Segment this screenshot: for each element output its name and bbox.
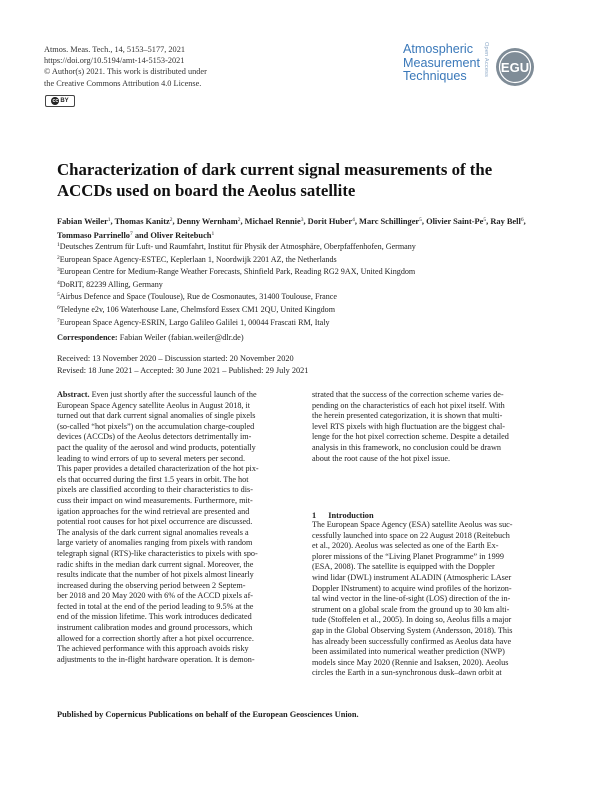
text-line-content: (ESA, 2008). The satellite is equipped with the Doppler [312, 562, 495, 572]
text-line-content: has already been successfully confirmed as Aeolus data have [312, 636, 512, 646]
text-line-content: The European Space Agency (ESA) satellite Aeolus was suc- [312, 520, 513, 529]
text-line [312, 615, 556, 626]
text-line-content: allowed for a correction shortly after a hot pixel occurrence. [57, 633, 254, 643]
text-line-content: analysis in this framework, no conclusion could be drawn [312, 442, 501, 452]
text-line [312, 647, 556, 658]
text-line-content: et al., 2020). Aeolus was selected as one of the Earth Ex- [312, 541, 499, 551]
text-line [312, 411, 556, 422]
affiliation-text: Teledyne e2v, 106 Waterhouse Lane, Chelmsford Essex CM1 2QU, United Kingdom [59, 304, 336, 314]
affiliation-number: 6 [57, 304, 60, 311]
correspondence [57, 333, 244, 342]
text-line-content: devices (ACCDs) of the Aeolus detectors detrimentally im- [57, 432, 252, 442]
affiliation-item [57, 316, 557, 329]
text-line [312, 584, 556, 595]
affiliation-item [57, 290, 557, 303]
text-line [57, 560, 301, 571]
text-line [57, 485, 301, 496]
text-line [57, 443, 301, 454]
dates-line-2: Revised: 18 June 2021 – Accepted: 30 June 2021 – Published: 29 July 2021 [57, 365, 309, 375]
logo-line-3: Techniques [403, 69, 467, 84]
text-line-content: increased during the observing period between 2 Septem- [57, 580, 246, 590]
text-line-content: gap in the Global Observing System (Andersson, 2018). This [312, 625, 513, 635]
text-line [312, 637, 556, 648]
section-heading-introduction [312, 511, 374, 520]
text-line-content: European Space Agency satellite Aeolus in August 2018, it [57, 400, 251, 410]
text-line-content: large variety of anomalies ranging from pixels with random [57, 538, 253, 548]
text-line-content: lenge for the hot pixel correction scheme. Despite a detailed [312, 432, 509, 442]
text-line [312, 573, 556, 584]
author-affiliation-number: 2 [169, 217, 173, 223]
text-line [312, 454, 556, 465]
text-line-content: plorer missions of the “Living Planet Programme” in 1999 [312, 551, 504, 561]
affiliation-number: 7 [57, 317, 60, 324]
title-line-1: Characterization of dark current signal measurements of the [57, 160, 493, 179]
author-affiliation-number: 7 [129, 231, 133, 238]
text-line-content: circles the Earth in a sun-synchronous dusk–dawn orbit at [312, 668, 502, 678]
affiliation-text: European Space Agency-ESTEC, Keplerlaan 1, Noordwijk 2201 AZ, the Netherlands [59, 254, 337, 264]
text-line [57, 411, 301, 422]
citation-header [44, 44, 207, 89]
text-line [57, 538, 301, 549]
abstract-label: Abstract. [57, 390, 90, 399]
affiliation-number: 4 [57, 279, 60, 286]
section-title: Introduction [328, 511, 374, 520]
text-line [312, 401, 556, 412]
logo-line-1: Atmospheric [403, 42, 473, 56]
text-line [57, 401, 301, 412]
text-line [57, 549, 301, 560]
author-name: Oliver Reitebuch [150, 231, 212, 241]
text-line-content: pending on the characteristics of each hot pixel itself. With [312, 400, 505, 410]
text-line-content: been assimilated into numerical weather prediction (NWP) [312, 647, 505, 657]
text-line-content: tal wind vector in the line-of-sight (LOS) direction of the in- [312, 594, 511, 604]
abstract-column-2 [312, 390, 556, 464]
text-line-content: fected in total at the end of the period leading to 9.5% at the [57, 601, 254, 611]
author-list: Fabian Weiler$^1$, Thomas Kanitz$^2$, Denny Wernham$^2$, Michael Rennie$^3$, Dorit Huber$^4$, Marc Schillinger$^5$, Olivier Saint-Pe$^5$, Ray Bell$^6$, Tommaso Parrinello$^7$ and Oliver Reitebuch$^1$ [57, 217, 526, 241]
text-line [57, 612, 301, 623]
text-line [57, 432, 301, 443]
dates-line-1: Received: 13 November 2020 – Discussion started: 20 November 2020 [57, 354, 294, 363]
text-line-content: models since May 2020 (Rennie and Isaksen, 2020). Aeolus [312, 657, 509, 667]
text-line [57, 623, 301, 634]
journal-logo-text [403, 43, 480, 84]
author-and: and [134, 231, 149, 241]
text-line-content: telegraph signal (RTS)-like characteristics to pixels with spo- [57, 548, 258, 558]
section-number: 1 [312, 511, 317, 520]
text-line [312, 562, 556, 573]
text-line [57, 464, 301, 475]
text-line-content: strument on a global scale from the ground up to 30 km alti- [312, 604, 510, 614]
text-line [57, 581, 301, 592]
text-line [312, 520, 556, 531]
text-line-content: pact the quality of the aerosol and wind products, potentially [57, 442, 256, 452]
text-line-content: about the root cause of the hot pixel issue. [312, 453, 451, 463]
text-line-content: els that occurred during the first 1.5 years in orbit. The hot [57, 474, 249, 484]
text-line [312, 658, 556, 669]
text-line [312, 605, 556, 616]
doi-link[interactable]: https://doi.org/10.5194/amt-14-5153-2021 [44, 56, 185, 66]
text-line [312, 552, 556, 563]
cc-by-badge[interactable] [45, 95, 75, 107]
text-line-content: instrument calibration modes and ground processors, which [57, 623, 253, 633]
text-line-content: potential root causes for hot pixel occurrence are discussed. [57, 517, 253, 527]
author-affiliation-number: 3 [300, 217, 304, 223]
title-line-2: ACCDs used on board the Aeolus satellite [57, 180, 356, 200]
affiliation-number: 2 [57, 254, 60, 261]
author-affiliation-number: 6 [520, 217, 524, 223]
text-line-content: cuss their impact on wind measurements. Furthermore, mit- [57, 495, 253, 505]
affiliation-item [57, 265, 557, 278]
affiliation-item [57, 303, 557, 316]
text-line-content: the herein presented categorization, it is shown that multi- [312, 411, 503, 421]
text-line [57, 390, 301, 401]
author-name: Michael Rennie [244, 217, 301, 226]
author-name: Tommaso Parrinello [57, 231, 130, 241]
author-affiliation-number: 1 [107, 217, 111, 223]
logo-line-2: Measurement [403, 55, 480, 70]
author-affiliation-number: 2 [237, 217, 241, 223]
text-line [57, 528, 301, 539]
text-line-content: turned out that dark current signal anomalies of single pixels [57, 411, 256, 421]
text-line-content: ber 2018 and 20 May 2020 with 6% of the ACCD pixels af- [57, 591, 254, 601]
open-access-label: Open Access [483, 42, 489, 78]
affiliation-number: 5 [57, 292, 60, 299]
text-line-content: results indicate that the number of hot pixels almost linearly [57, 570, 254, 580]
author-name: Dorit Huber [307, 217, 353, 226]
affiliation-item [57, 278, 557, 291]
text-line [312, 422, 556, 433]
abstract-column-1 [57, 390, 301, 665]
text-line [312, 531, 556, 542]
affiliation-text: European Space Agency-ESRIN, Largo Galileo Galilei 1, 00044 Frascati RM, Italy [59, 317, 330, 327]
text-line [57, 644, 301, 655]
text-line-content: Even just shortly after the successful launch of the [91, 390, 257, 399]
text-line-content: (so-called “hot pixels”) on the accumulation charge-coupled [57, 421, 255, 431]
text-line [312, 594, 556, 605]
affiliation-text: DoRIT, 82239 Alling, Germany [59, 279, 163, 289]
text-line [57, 602, 301, 613]
text-line [57, 655, 301, 666]
text-line [57, 454, 301, 465]
correspondence-label: Correspondence: [57, 333, 118, 342]
text-line-content: cessfully launched into space on 22 August 2018 (Reitebuch [312, 530, 510, 540]
cc-badge-label: BY [60, 98, 69, 104]
license-line: the Creative Commons Attribution 4.0 License. [44, 78, 202, 88]
text-line-content: This paper provides a detailed characterization of the hot pix- [57, 464, 259, 474]
text-line-content: leading to wind errors of up to several meters per second. [57, 453, 246, 463]
correspondence-text[interactable]: Fabian Weiler (fabian.weiler@dlr.de) [119, 333, 244, 342]
text-line [312, 541, 556, 552]
text-line [57, 475, 301, 486]
text-line [312, 668, 556, 679]
author-affiliation-number: 5 [419, 217, 422, 223]
text-line-content: level RTS pixels with high fluctuation are the biggest chal- [312, 421, 506, 431]
text-line [57, 517, 301, 528]
affiliation-number: 1 [57, 242, 60, 248]
text-line-content: strated that the success of the correction scheme varies de- [312, 390, 504, 399]
text-line [57, 422, 301, 433]
text-line [57, 570, 301, 581]
text-line-content: end of the mission lifetime. This work introduces dedicated [57, 612, 252, 622]
text-line [312, 432, 556, 443]
text-line-content: The achieved performance with this approach avoids risky [57, 644, 249, 654]
egu-logo-icon [494, 46, 536, 88]
affiliation-item [57, 253, 557, 266]
introduction-text [312, 520, 556, 679]
text-line-content: pixels are classified according to their characteristics to dis- [57, 485, 253, 495]
author-affiliation-number: 5 [483, 217, 487, 223]
affiliation-number: 3 [57, 267, 60, 274]
text-line [312, 390, 556, 401]
text-line [57, 496, 301, 507]
journal-reference: Atmos. Meas. Tech., 14, 5153–5177, 2021 [44, 45, 185, 54]
publication-dates [57, 353, 308, 377]
text-line-content: adjustments to the in-flight hardware operation. It is demon- [57, 654, 255, 664]
affiliation-text: European Centre for Medium-Range Weather Forecasts, Shinfield Park, Reading RG2 9AX, United Kingdom [59, 267, 416, 277]
author-name: Denny Wernham [176, 217, 238, 226]
text-line-content: tude (Stoffelen et al., 2005). In doing so, Aeolus fills a major [312, 615, 512, 625]
author-name: Olivier Saint-Pe [426, 217, 484, 226]
author-affiliation-number: 4 [352, 217, 355, 223]
paper-title [57, 160, 557, 201]
author-name: Ray Bell [490, 217, 521, 226]
author-name: Fabian Weiler [57, 217, 108, 226]
text-line [312, 443, 556, 454]
text-line-content: igation approaches for the wind retrieval are presented and [57, 506, 250, 516]
affiliation-list [57, 240, 557, 328]
text-line-content: wind lidar (DWL) instrument ALADIN (Atmospheric LAser [312, 572, 512, 582]
text-line-content: The analysis of the dark current signal anomalies reveals a [57, 527, 249, 537]
text-line [57, 507, 301, 518]
text-line [57, 591, 301, 602]
affiliation-text: Airbus Defence and Space (Toulouse), Rue de Cosmonautes, 31400 Toulouse, France [59, 292, 337, 302]
creative-commons-icon: cc [52, 98, 59, 104]
text-line-content: radic shifts in the median dark current signal. Moreover, the [57, 559, 254, 569]
author-affiliation-number: 1 [211, 231, 215, 238]
text-line [57, 634, 301, 645]
author-name: Thomas Kanitz [114, 217, 170, 226]
affiliation-item [57, 240, 557, 253]
author-name: Marc Schillinger [359, 217, 420, 226]
text-line-content: Doppler INstrument) to acquire wind profiles of the horizon- [312, 583, 512, 593]
egu-logo-text: EGU [500, 60, 530, 75]
text-line [312, 626, 556, 637]
affiliation-text: Deutsches Zentrum für Luft- und Raumfahrt, Institut für Physik der Atmosphäre, Oberpfaffenhofen, Germany [59, 242, 416, 251]
publisher-footer: Published by Copernicus Publications on behalf of the European Geosciences Union. [57, 710, 359, 719]
copyright-line: © Author(s) 2021. This work is distributed under [44, 67, 207, 77]
